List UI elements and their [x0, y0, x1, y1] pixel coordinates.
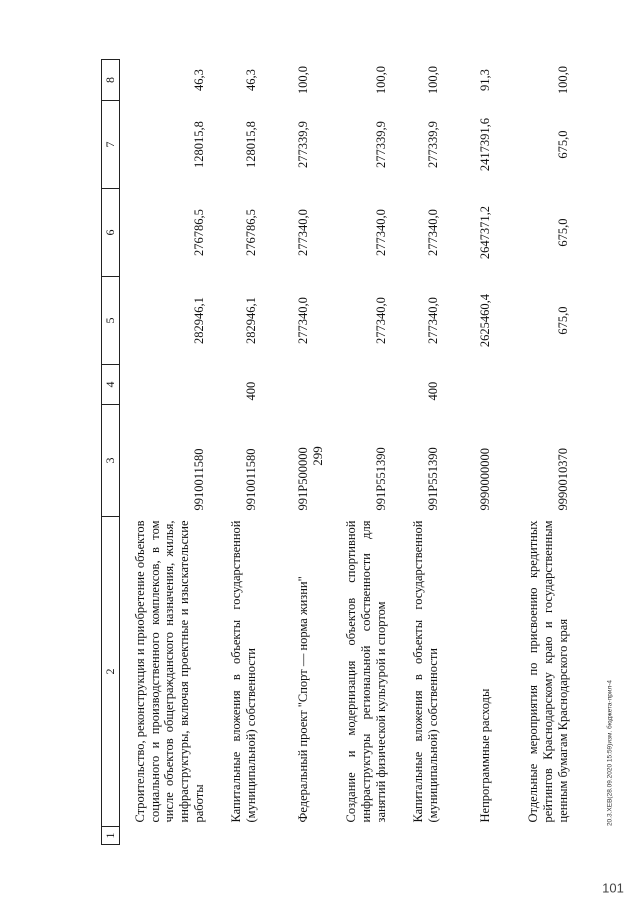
row-col5: 277340,0	[373, 297, 388, 344]
row-col7: 128015,8	[243, 121, 258, 168]
row-description: Отдельные мероприятия по присвоению кредитных рейтингов Краснодарскому краю и государственным ценным бумагам Краснодарского края	[526, 520, 570, 823]
row-type	[316, 365, 394, 405]
header-cell: 4	[102, 365, 120, 405]
table-row	[316, 60, 394, 845]
row-code: 991P551390	[425, 447, 440, 511]
table-header-row	[102, 60, 120, 845]
header-cell: 2	[102, 517, 120, 827]
header-cell: 3	[102, 405, 120, 517]
header-cell: 1	[102, 827, 120, 845]
row-type: 400	[243, 381, 258, 401]
scan-mark	[590, 878, 636, 898]
row-col8: 100,0	[295, 65, 310, 95]
row-col7: 128015,8	[191, 121, 206, 168]
header-cell: 7	[102, 101, 120, 189]
file-stamp	[604, 608, 616, 898]
budget-table-container	[101, 60, 601, 845]
budget-table	[101, 59, 576, 845]
row-code: 9910011580	[191, 448, 206, 511]
file-stamp-text: 20.3.XEB(28.09.2020 15:59)изм. бюджета-прил-4	[606, 679, 614, 827]
row-col8: 100,0	[555, 65, 570, 95]
row-col6: 2647371,2	[477, 205, 492, 260]
row-col7: 277339,9	[425, 121, 440, 168]
row-description: Капитальные вложения в объекты государственной (муниципальной) собственности	[411, 520, 440, 823]
row-col5: 277340,0	[295, 297, 310, 344]
row-type	[446, 365, 498, 405]
row-col7: 277339,9	[373, 121, 388, 168]
row-col8: 100,0	[373, 65, 388, 95]
header-cell: 5	[102, 277, 120, 365]
row-col5: 277340,0	[425, 297, 440, 344]
row-col5: 675,0	[555, 306, 570, 335]
row-col8: 100,0	[425, 65, 440, 95]
row-col7: 675,0	[555, 130, 570, 159]
row-description: Капитальные вложения в объекты государственной (муниципальной) собственности	[229, 520, 258, 823]
row-col6: 277340,0	[295, 209, 310, 256]
table-row	[120, 60, 212, 845]
row-description: Создание и модернизация объектов спортивной инфраструктуры региональной собственности для занятий физической культурой и спортом	[344, 520, 388, 823]
row-description: Непрограммные расходы	[477, 688, 492, 823]
row-type	[264, 365, 316, 405]
row-code: 9990000000	[477, 448, 492, 511]
page-number-text: 299	[310, 446, 325, 466]
row-col8: 91,3	[477, 69, 492, 91]
table-row	[394, 60, 446, 845]
row-description: Строительство, реконструкция и приобретение объектов социального и производственного комплексов, в том числе объектов общегражданского назначения, жилья, инфраструктуры, включая проектные и изыскательские работы	[132, 520, 206, 823]
row-code: 9990010370	[555, 448, 570, 511]
row-code: 991P551390	[373, 447, 388, 511]
row-col6: 276786,5	[243, 209, 258, 256]
row-col8: 46,3	[191, 69, 206, 91]
scan-mark-text: 101	[602, 880, 624, 896]
row-col7: 277339,9	[295, 121, 310, 168]
row-col6: 277340,0	[425, 209, 440, 256]
header-cell: 6	[102, 189, 120, 277]
table-row	[498, 60, 576, 845]
row-col5: 2625460,4	[477, 293, 492, 348]
row-col6: 277340,0	[373, 209, 388, 256]
row-col6: 276786,5	[191, 209, 206, 256]
row-type	[498, 365, 576, 405]
row-col7: 2417391,6	[477, 117, 492, 172]
row-col5: 282946,1	[243, 297, 258, 344]
table-row	[264, 60, 316, 845]
row-code: 991P500000	[295, 447, 310, 511]
row-col5: 282946,1	[191, 297, 206, 344]
row-description: Федеральный проект "Спорт — норма жизни"	[295, 576, 310, 823]
row-col8: 46,3	[243, 69, 258, 91]
row-col6: 675,0	[555, 218, 570, 247]
row-type	[120, 365, 212, 405]
table-row	[212, 60, 264, 845]
header-cell: 8	[102, 60, 120, 101]
row-type: 400	[425, 381, 440, 401]
table-row	[446, 60, 498, 845]
row-code: 9910011580	[243, 448, 258, 511]
